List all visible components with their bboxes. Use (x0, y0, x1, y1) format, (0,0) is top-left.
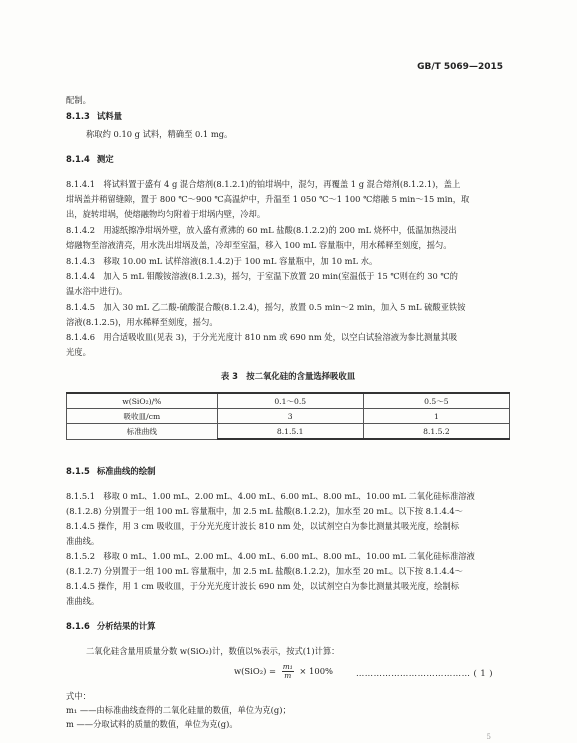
table-cell: 3 (217, 409, 363, 424)
equation-number: ………………………………… ( 1 ) (356, 668, 494, 678)
text-line: 温水浴中进行)。 (66, 286, 128, 296)
formula-denominator: m (284, 671, 292, 680)
formula-numerator: m₁ (282, 662, 293, 671)
text-line: 8.1.5.2 移取 0 mL、1.00 mL、2.00 mL、4.00 mL、6.00 mL、8.00 mL、10.00 mL 二氧化硅标准溶液 (66, 551, 475, 561)
row-label: 吸收皿/cm (67, 409, 218, 424)
text-line: 准曲线。 (66, 536, 100, 546)
section-title: 标准曲线的绘制 (96, 466, 156, 476)
section-number: 8.1.3 (66, 111, 90, 121)
text-line: 称取约 0.10 g 试料，精确至 0.1 mg。 (86, 129, 233, 139)
section-title: 分析结果的计算 (96, 621, 156, 631)
text-line: 坩埚盖并稍留缝隙，置于 800 ℃～900 ℃高温炉中，升温至 1 050 ℃～1 100 ℃熔融 5 min～15 min，取 (66, 194, 470, 204)
table-cell: 1 (363, 409, 509, 424)
table-3 (66, 392, 510, 440)
text-line: 溶液(8.1.2.5)，用水稀释至刻度，摇匀。 (66, 317, 218, 327)
text-line: 配制。 (66, 95, 91, 105)
page-number: 5 (486, 733, 491, 741)
text-line: 8.1.5.1 移取 0 mL、1.00 mL、2.00 mL、4.00 mL、6.00 mL、8.00 mL、10.00 mL 二氧化硅标准溶液 (66, 491, 475, 501)
section-title: 测定 (96, 154, 114, 164)
text-line: 二氧化硅含量用质量分数 w(SiO₂)计，数值以%表示，按式(1)计算： (86, 646, 340, 656)
text-line: 8.1.4.6 用合适吸收皿(见表 3)，于分光光度计 810 nm 或 690 nm 处，以空白试验溶液为参比测量其吸 (66, 332, 458, 342)
table-cell: 0.1～0.5 (217, 393, 363, 409)
text-line: m₁ ——由标准曲线查得的二氧化硅量的数值，单位为克(g)； (66, 705, 291, 715)
section-heading-8-1-3 (66, 110, 510, 122)
section-number: 8.1.4 (66, 154, 90, 164)
text-line: 8.1.4.2 用滤纸擦净坩埚外壁，放入盛有煮沸的 60 mL 盐酸(8.1.2.2)的 200 mL 烧杯中，低温加热浸出 (66, 225, 457, 235)
table-cell: 0.5～5 (363, 393, 509, 409)
standard-code: GB/T 5069—2015 (417, 62, 503, 72)
section-number: 8.1.5 (66, 466, 90, 476)
text-line: 准曲线。 (66, 596, 100, 606)
text-line: (8.1.2.8) 分别置于一组 100 mL 容量瓶中，加 2.5 mL 盐酸(8.1.2.2)，加水至 20 mL。以下按 8.1.4.4～ (66, 506, 463, 516)
formula-rhs: × 100% (299, 666, 333, 676)
section-title: 试料量 (96, 111, 123, 121)
table-row (67, 393, 510, 409)
section-heading-8-1-6 (66, 620, 510, 632)
text-line: 8.1.4.5 操作，用 3 cm 吸收皿，于分光光度计波长 810 nm 处，以试剂空白为参比测量其吸光度，绘制标 (66, 521, 460, 531)
section-heading-8-1-4 (66, 153, 510, 165)
table-title: 表 3 按二氧化硅的含量选择吸收皿 (220, 371, 356, 381)
text-line: 8.1.4.5 操作，用 1 cm 吸收皿，于分光光度计波长 690 nm 处，以试剂空白为参比测量其吸光度，绘制标 (66, 581, 460, 591)
formula-fraction (282, 663, 294, 680)
table-cell: 8.1.5.2 (363, 424, 509, 440)
text-line: 出，旋转坩埚，使熔融物均匀附着于坩埚内壁，冷却。 (66, 209, 266, 219)
text-line: 8.1.4.1 将试料置于盛有 4 g 混合熔剂(8.1.2.1)的铂坩埚中，混匀，再覆盖 1 g 混合熔剂(8.1.2.1)，盖上 (66, 179, 461, 189)
table-cell: 8.1.5.1 (217, 424, 363, 440)
section-number: 8.1.6 (66, 621, 90, 631)
row-label: w(SiO₂)/% (67, 393, 218, 409)
row-label: 标准曲线 (67, 424, 218, 440)
text-line: 式中： (66, 691, 91, 701)
section-heading-8-1-5 (66, 465, 510, 477)
formula-lhs: w(SiO₂) = (234, 666, 277, 676)
text-line: 8.1.4.4 加入 5 mL 钼酸铵溶液(8.1.2.3)，摇匀，于室温下放置 20 min(室温低于 15 ℃则在约 30 ℃的 (66, 271, 458, 281)
text-line: (8.1.2.7) 分别置于一组 100 mL 容量瓶中，加 2.5 mL 盐酸(8.1.2.2)，加水至 20 mL。以下按 8.1.4.4～ (66, 566, 463, 576)
text-line: 熔融物至溶液清亮，用水洗出坩埚及盖，冷却至室温，移入 100 mL 容量瓶中，用水稀释至刻度，摇匀。 (66, 240, 452, 250)
text-line: m ——分取试料的质量的数值，单位为克(g)。 (66, 719, 238, 729)
table-row (67, 409, 510, 424)
text-line: 8.1.4.3 移取 10.00 mL 试样溶液(8.1.4.2)于 100 mL 容量瓶中，加 10 mL 水。 (66, 256, 378, 266)
formula-1 (234, 663, 333, 680)
text-line: 光度。 (66, 347, 91, 357)
text-line: 8.1.4.5 加入 30 mL 乙二酸-硫酸混合酸(8.1.2.4)，摇匀，放置 0.5 min～2 min，加入 5 mL 硫酸亚铁铵 (66, 302, 466, 312)
table-row (67, 424, 510, 440)
